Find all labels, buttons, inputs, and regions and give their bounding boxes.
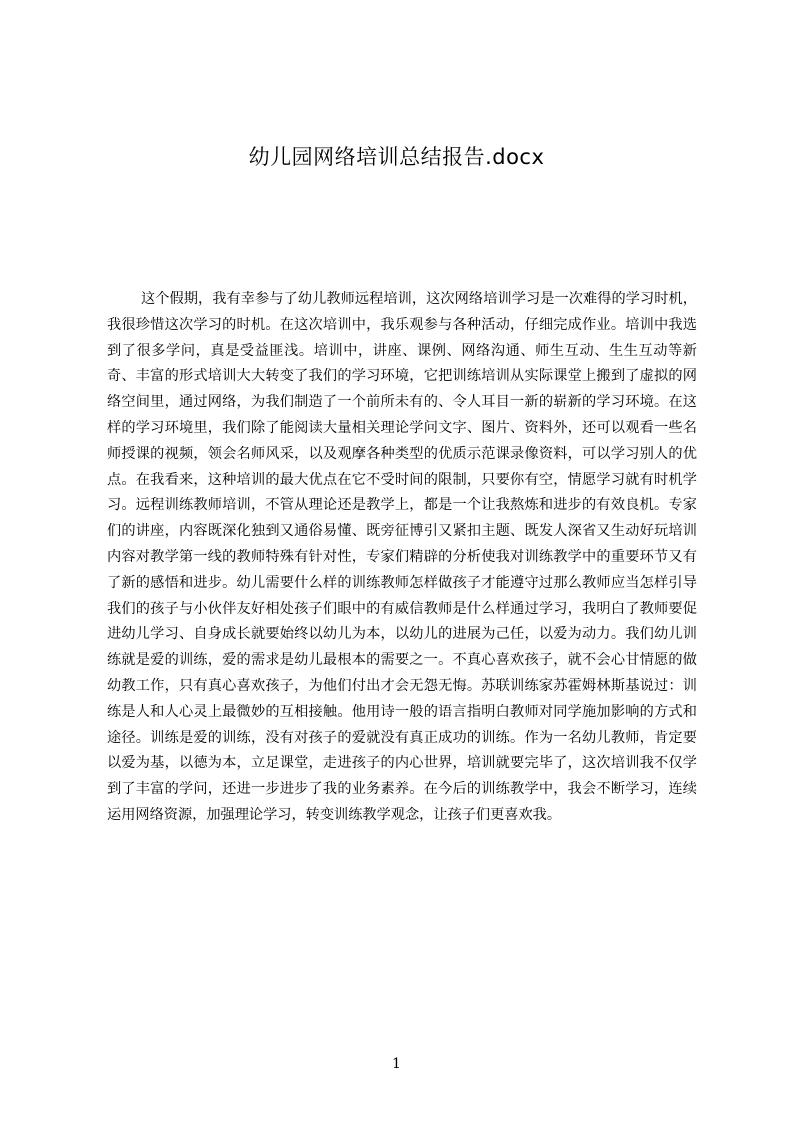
body-paragraph: 这个假期，我有幸参与了幼儿教师远程培训，这次网络培训学习是一次难得的学习时机，我很珍惜这次学习的时机。在这次培训中，我乐观参与各种活动，仔细完成作业。培训中我选到了很多学问，真是受益匪浅。培训中，讲座、课例、网络沟通、师生互动、生生互动等新奇、丰富的形式培训大大转变了我们的学习环境，它把训练培训从实际课堂上搬到了虚拟的网络空间里，通过网络，为我们制造了一个前所未有的、令人耳目一新的崭新的学习环境。在这样的学习环境里，我们除了能阅读大量相关理论学问文字、图片、资料外，还可以观看一些名师授课的视频，领会名师风采，以及观摩各种类型的优质示范课录像资料，可以学习别人的优点。在我看来，这种培训的最大优点在它不受时间的限制，只要你有空，情愿学习就有时机学习。远程训练教师培训，不管从理论还是教学上，都是一个让我熬炼和进步的有效良机。专家们的讲座，内容既深化独到又通俗易懂、既旁征博引又紧扣主题、既发人深省又生动好玩培训内容对教学第一线的教师特殊有针对性，专家们精辟的分析使我对训练教学中的重要环节又有了新的感悟和进步。幼儿需要什么样的训练教师怎样做孩子才能遵守过那么教师应当怎样引导我们的孩子与小伙伴友好相处孩子们眼中的有威信教师是什么样通过学习，我明白了教师要促进幼儿学习、自身成长就要始终以幼儿为本，以幼儿的进展为己任，以爱为动力。我们幼儿训练就是爱的训练，爱的需求是幼儿最根本的需要之一。不真心喜欢孩子，就不会心甘情愿的做幼教工作，只有真心喜欢孩子，为他们付出才会无怨无悔。苏联训练家苏霍姆林斯基说过：训练是人和人心灵上最微妙的互相接触。他用诗一般的语言指明白教师对同学施加影响的方式和途径。训练是爱的训练，没有对孩子的爱就没有真正成功的训练。作为一名幼儿教师，肯定要以爱为基，以德为本，立足课堂，走进孩子的内心世界，培训就要完毕了，这次培训我不仅学到了丰富的学问，还进一步进步了我的业务素养。在今后的训练教学中，我会不断学习，连续运用网络资源，加强理论学习，转变训练教学观念，让孩子们更喜欢我。 [107, 291, 697, 823]
document-title: 幼儿园网络培训总结报告.docx [248, 145, 545, 169]
page-number: 1 [392, 1056, 401, 1072]
